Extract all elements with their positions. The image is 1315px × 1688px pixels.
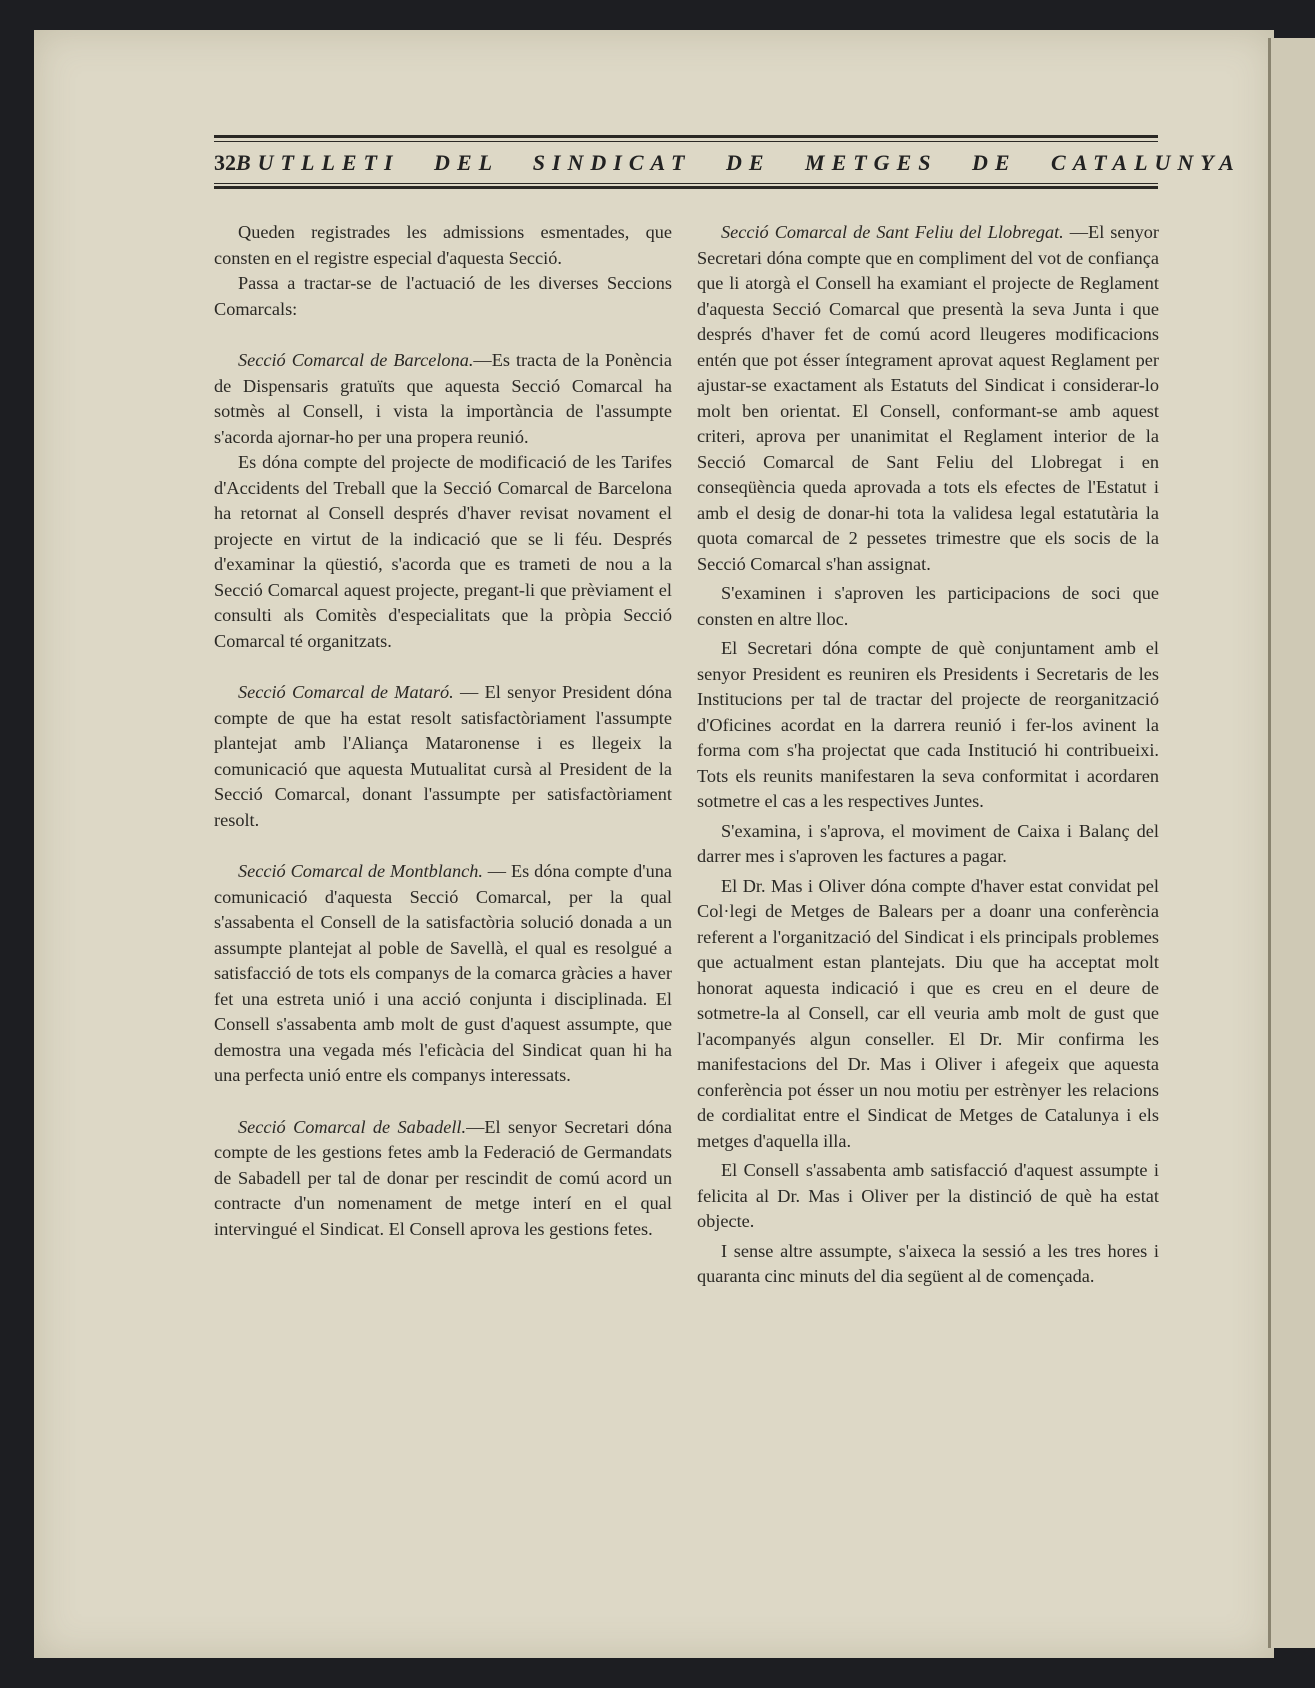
adjacent-page-edge [1268, 38, 1315, 1648]
section-title-sant-feliu: Secció Comarcal de Sant Feliu del Llobregat. [721, 222, 1064, 242]
paragraph-mas-oliver: El Dr. Mas i Oliver dóna compte d'haver estat convidat pel Col·legi de Metges de Balears per a doanr una conferència referent a l'organització del Sindicat i els principals problemes que actualment estan plantejats. Diu que ha acceptat molt honorat aquesta indicació i que es creu en el deure de sotmetre-la al Consell, car ell veuria amb molt de gust que l'acompanyés algun conseller. El Dr. Mir confirma les manifestacions del Dr. Mas i Oliver i afegeix que aquesta conferència pot ésser un nou motiu per estrènyer les relacions de cordialitat entre el Sindicat de Metges de Catalunya i els metges d'aquella illa. [697, 875, 1159, 1151]
paragraph-final: I sense altre assumpte, s'aixeca la sessió a les tres hores i quaranta cinc minuts del dia següent al de començada. [697, 1240, 1159, 1286]
header-row [214, 147, 1241, 179]
section-text-mataro: — El senyor President dóna compte de que ha estat resolt satisfactòriament l'assumpte plantejat amb l'Aliança Mataronense i es llegeix la comunicació que aquesta Mutualitat cursà al President de la Secció Comarcal, donant l'assumpte per satisfactòriament resolt. [214, 682, 672, 830]
paragraph-barcelona [214, 348, 672, 450]
section-text-barcelona: —Es tracta de la Ponència de Dispensaris gratuïts que aquesta Secció Comarcal ha sotmès al Consell, i vista la importància de l'assumpte s'acorda ajornar-ho per una propera reunió. [214, 350, 672, 447]
right-column [697, 220, 1159, 1290]
paragraph-seccions: Passa a tractar-se de l'actuació de les diverses Seccions Comarcals: [214, 273, 672, 319]
paragraph-consell: El Consell s'assabenta amb satisfacció d'aquest assumpte i felicita al Dr. Mas i Oliver per la distinció de què ha estat objecte. [697, 1160, 1159, 1231]
paragraph-sant-feliu [697, 220, 1159, 577]
journal-title: BUTLLETI DEL SINDICAT DE METGES DE CATALUNYA [236, 150, 1241, 175]
paragraph-caixa: S'examina, i s'aprova, el moviment de Caixa i Balanç del darrer mes i s'aproven les factures a pagar. [697, 820, 1159, 866]
section-title-sabadell: Secció Comarcal de Sabadell. [238, 1116, 467, 1137]
header-bottom-rule [214, 186, 1158, 189]
paragraph-participacions: S'examinen i s'aproven les participacions de soci que consten en altre lloc. [697, 583, 1159, 629]
header-top-rule-thin [214, 141, 1158, 142]
paragraph-sabadell [214, 1115, 672, 1243]
paragraph-mataro [214, 680, 672, 833]
page-number: 32 [214, 150, 236, 175]
paragraph-montblanch [214, 859, 672, 1089]
section-text-montblanch: — Es dóna compte d'una comunicació d'aquesta Secció Comarcal, per la qual s'assabenta el Consell de la satisfactòria solució donada a un assumpte plantejat al poble de Savellà, el qual es resolgué a satisfacció de tots els companys de la comarca gràcies a haver fet una estreta unió i una acció conjunta i disciplinada. El Consell s'assabenta amb molt de gust d'aquest assumpte, que demostra una vegada més l'eficàcia del Sindicat quan hi ha una perfecta unió entre els companys interessats. [214, 861, 672, 1085]
header-bottom-rule-thin [214, 183, 1158, 184]
paragraph-admissions: Queden registrades les admissions esmentades, que consten en el registre especial d'aquesta Secció. [214, 222, 672, 268]
header-top-rule [214, 135, 1158, 138]
section-title-barcelona: Secció Comarcal de Barcelona. [238, 350, 474, 370]
paragraph-secretari: El Secretari dóna compte de què conjuntament amb el senyor President es reuniren els Presidents i Secretaris de les Institucions per tal de tractar del projecte de reorganització d'Oficines acordat en la darrera reunió i fer-los avinent la forma com s'ha projectat que cada Institució hi contribueixi. Tots els reunits manifestaren la seva conformitat i acordaren sotmetre el cas a les respectives Juntes. [697, 638, 1159, 811]
page-header [214, 135, 1241, 190]
section-title-montblanch: Secció Comarcal de Montblanch. [238, 861, 483, 881]
section-title-mataro: Secció Comarcal de Mataró. [238, 682, 454, 702]
left-column [214, 220, 672, 1242]
section-text-sant-feliu: —El senyor Secretari dóna compte que en compliment del vot de confiança que li atorgà el Consell ha examiant el projecte de Reglament d'aquesta Secció Comarcal que presentà la seva Junta i que després d'haver fet de comú acord lleugeres modificacions entén que pot ésser íntegrament aprovat aquest Reglament per ajustar-se exactament als Estatuts del Sindicat i considerar-lo molt ben orientat. El Consell, conformant-se amb aquest criteri, aprova per unanimitat el Reglament interior de la Secció Comarcal de Sant Feliu del Llobregat i en conseqüència queda aprovada a tots els efectes de l'Estatut i amb el desig de donar-hi tota la validesa legal estatutària la quota comarcal de 2 pessetes trimestre que els socis de la Secció Comarcal s'han assignat. [697, 222, 1160, 574]
paragraph-tarifes: Es dóna compte del projecte de modificació de les Tarifes d'Accidents del Treball que la Secció Comarcal de Barcelona ha retornat al Consell després d'haver revisat novament el projecte en virtut de la indicació que se li féu. Després d'examinar la qüestió, s'acorda que es trameti de nou a la Secció Comarcal aquest projecte, pregant-li que prèviament el consulti als Comitès d'especialitats que la pròpia Secció Comarcal té organitzats. [214, 452, 672, 651]
section-text-sabadell: —El senyor Secretari dóna compte de les gestions fetes amb la Federació de Germandats de Sabadell per tal de donar per rescindit de comú acord un contracte d'un nomenament de metge interí en el qual intervingué el Sindicat. El Consell aprova les gestions fetes. [214, 1116, 672, 1239]
